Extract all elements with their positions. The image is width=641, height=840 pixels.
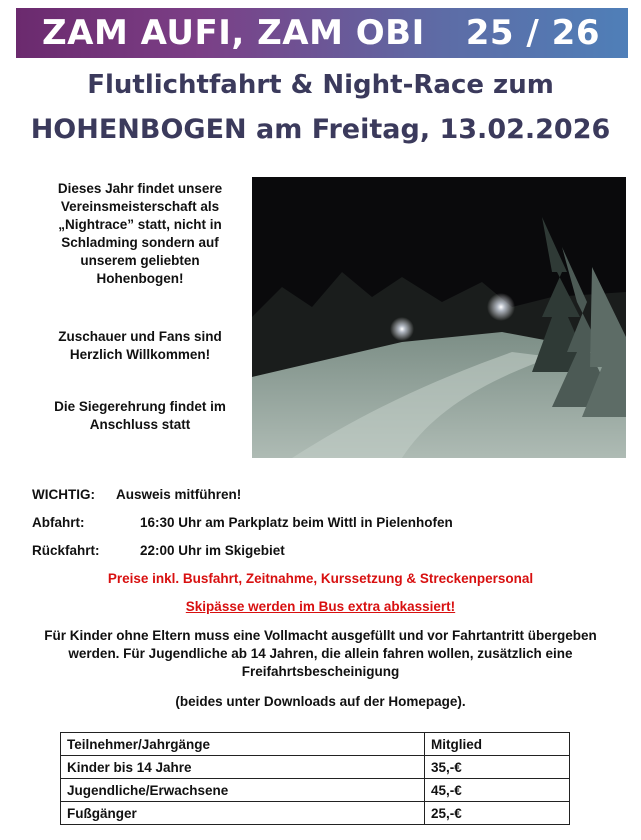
downloads-note: (beides unter Downloads auf der Homepage). bbox=[175, 694, 466, 709]
departure-value: 16:30 Uhr am Parkplatz beim Wittl in Pielenhofen bbox=[140, 515, 453, 530]
return-value: 22:00 Uhr im Skigebiet bbox=[140, 543, 285, 558]
title-banner bbox=[16, 8, 628, 58]
row-member-price: 25,-€ bbox=[425, 802, 570, 825]
return-row bbox=[32, 543, 285, 558]
table-row bbox=[61, 756, 570, 779]
row-category: Jugendliche/Erwachsene bbox=[61, 779, 425, 802]
header-member: Mitglied bbox=[425, 733, 570, 756]
prices-include-notice: Preise inkl. Busfahrt, Zeitnahme, Kurssetzung & Streckenpersonal bbox=[107, 571, 534, 586]
intro-paragraph-3: Die Siegerehrung findet im Anschluss statt bbox=[54, 399, 226, 432]
children-note: Für Kinder ohne Eltern muss eine Vollmacht ausgefüllt und vor Fahrtantritt übergeben werden. Für Jugendliche ab 14 Jahren, die allein fahren wollen, zusätzlich eine Freifahrtsbescheinigung bbox=[44, 628, 597, 679]
price-table bbox=[60, 732, 570, 825]
table-header-row bbox=[61, 733, 570, 756]
important-label: WICHTIG: bbox=[32, 487, 95, 502]
banner-title: ZAM AUFI, ZAM OBI bbox=[42, 13, 425, 53]
banner-season: 25 / 26 bbox=[465, 13, 600, 53]
intro-paragraph-2: Zuschauer und Fans sind Herzlich Willkommen! bbox=[58, 329, 222, 362]
intro-paragraph-1: Dieses Jahr findet unsere Vereinsmeisterschaft als „Nightrace” statt, nicht in Schladming sondern auf unserem geliebten Hohenbogen! bbox=[57, 181, 223, 286]
event-subtitle: Flutlichtfahrt & Night-Race zum bbox=[87, 70, 554, 100]
row-category: Kinder bis 14 Jahre bbox=[61, 756, 425, 779]
return-label: Rückfahrt: bbox=[32, 543, 100, 558]
night-slope-illustration bbox=[252, 177, 626, 458]
intro-text bbox=[40, 180, 240, 434]
important-row bbox=[32, 487, 241, 502]
row-category: Fußgänger bbox=[61, 802, 425, 825]
row-member-price: 35,-€ bbox=[425, 756, 570, 779]
table-row bbox=[61, 779, 570, 802]
row-member-price: 45,-€ bbox=[425, 779, 570, 802]
night-slope-photo bbox=[252, 177, 626, 458]
table-row bbox=[61, 802, 570, 825]
departure-row bbox=[32, 515, 453, 530]
header-category: Teilnehmer/Jahrgänge bbox=[61, 733, 425, 756]
event-date-line: HOHENBOGEN am Freitag, 13.02.2026 bbox=[30, 114, 611, 145]
important-value: Ausweis mitführen! bbox=[116, 487, 242, 502]
departure-label: Abfahrt: bbox=[32, 515, 85, 530]
ski-pass-notice: Skipässe werden im Bus extra abkassiert! bbox=[185, 599, 456, 614]
